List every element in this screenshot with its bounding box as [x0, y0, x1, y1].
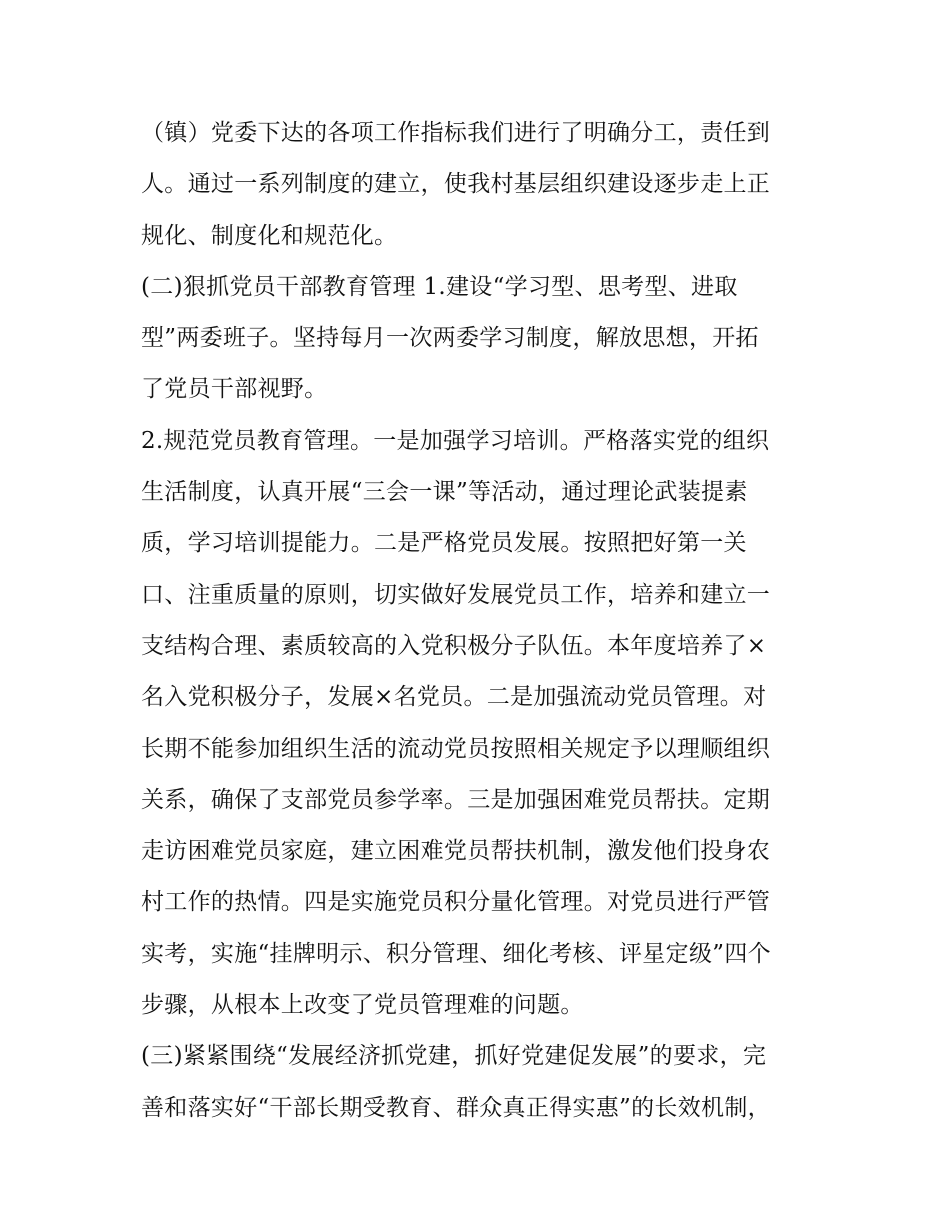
text-line: 实考，实施“挂牌明示、积分管理、细化考核、评星定级”四个 [141, 940, 771, 967]
text-line: (二)狠抓党员干部教育管理 1.建设“学习型、思考型、进取 [141, 273, 738, 300]
text-line: 村工作的热情。四是实施党员积分量化管理。对党员进行严管 [141, 889, 771, 916]
text-line: 善和落实好“干部长期受教育、群众真正得实惠”的长效机制， [141, 1094, 771, 1121]
text-line: （镇）党委下达的各项工作指标我们进行了明确分工，责任到 [141, 120, 771, 146]
text-line: 支结构合理、素质较高的入党积极分子队伍。本年度培养了× [141, 632, 767, 659]
text-line: 了党员干部视野。 [141, 376, 328, 403]
text-line: 型”两委班子。坚持每月一次两委学习制度，解放思想，开拓 [141, 325, 759, 352]
text-line: (三)紧紧围绕“发展经济抓党建，抓好党建促发展”的要求，完 [141, 1043, 767, 1070]
text-line: 口、注重质量的原则，切实做好发展党员工作，培养和建立一 [141, 581, 771, 608]
text-line: 关系，确保了支部党员参学率。三是加强困难党员帮扶。定期 [141, 786, 771, 813]
text-line: 生活制度，认真开展“三会一课”等活动，通过理论武装提素 [141, 479, 748, 506]
text-line: 人。通过一系列制度的建立，使我村基层组织建设逐步走上正 [141, 171, 771, 198]
text-line: 名入党积极分子，发展×名党员。二是加强流动党员管理。对 [141, 684, 767, 711]
text-line: 2.规范党员教育管理。一是加强学习培训。严格落实党的组织 [141, 427, 770, 454]
text-line: 走访困难党员家庭，建立困难党员帮扶机制，激发他们投身农 [141, 838, 771, 865]
text-line: 规化、制度化和规范化。 [141, 222, 398, 249]
text-line: 质，学习培训提能力。二是严格党员发展。按照把好第一关 [141, 530, 747, 557]
text-line: 长期不能参加组织生活的流动党员按照相关规定予以理顺组织 [141, 735, 771, 762]
text-line: 步骤，从根本上改变了党员管理难的问题。 [141, 992, 584, 1019]
document-body [141, 108, 816, 1134]
